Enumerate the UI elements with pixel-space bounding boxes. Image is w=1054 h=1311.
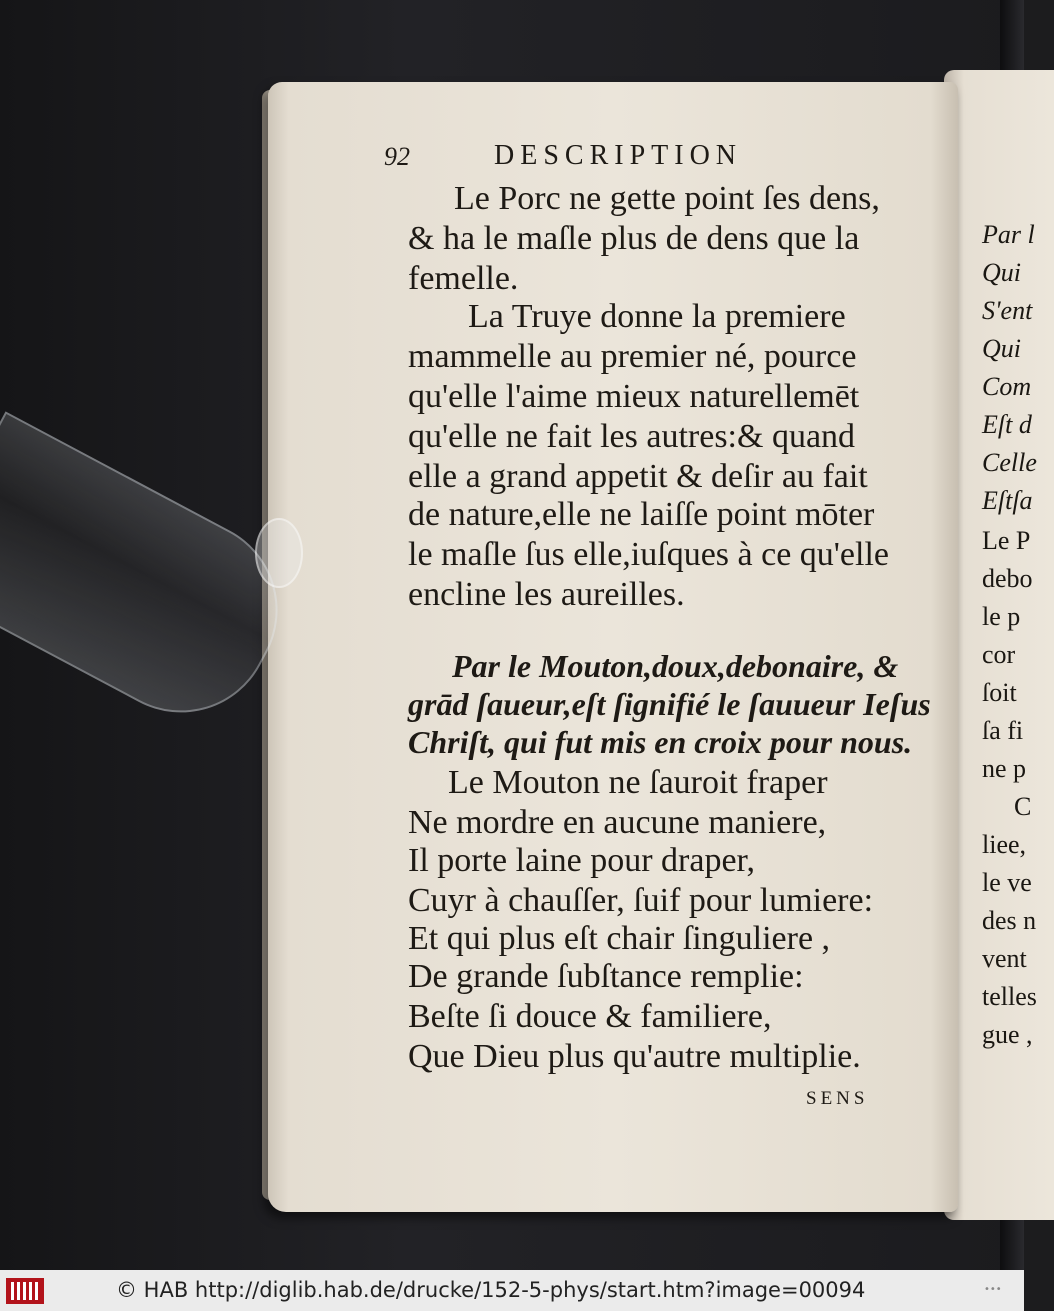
more-icon: ••• <box>984 1284 1002 1295</box>
verse-line: Il porte laine pour draper, <box>408 842 755 879</box>
verse-line: Que Dieu plus qu'autre multiplie. <box>408 1038 861 1075</box>
facing-line: S'ent <box>982 296 1033 325</box>
verse-line: Cuyr à chauſſer, ſuif pour lumiere: <box>408 882 874 919</box>
facing-line: gue , <box>982 1020 1033 1049</box>
copyright-url[interactable]: © HAB http://diglib.hab.de/drucke/152-5-phys/start.htm?image=00094 <box>116 1278 866 1302</box>
facing-line: Com <box>982 372 1032 401</box>
prose-line: Le Porc ne gette point ſes dens, <box>454 180 880 217</box>
facing-line: ſoit <box>982 678 1017 707</box>
facing-line: C <box>1014 792 1032 821</box>
facing-line: Par l <box>982 220 1035 249</box>
facing-line: cor <box>982 640 1016 669</box>
facing-line: ne p <box>982 754 1027 783</box>
verse-line: Ne mordre en aucune maniere, <box>408 804 827 841</box>
facing-line: Qui <box>982 334 1021 363</box>
footer-bar <box>0 1270 1024 1311</box>
facing-line: Le P <box>982 526 1031 555</box>
prose-line: mammelle au premier né, pource <box>408 338 857 375</box>
glass-weight-tip <box>255 518 303 588</box>
prose-line: le maſle ſus elle,iuſques à ce qu'elle <box>408 536 889 573</box>
facing-line: telles <box>982 982 1037 1011</box>
prose-line: encline les aureilles. <box>408 576 685 613</box>
facing-line: Qui <box>982 258 1021 287</box>
facing-line: Eſt d <box>982 410 1032 439</box>
prose-line: La Truye donne la premiere <box>468 298 846 335</box>
prose-line: de nature,elle ne laiſſe point mōter <box>408 496 875 533</box>
prose-line: qu'elle ne fait les autres:& quand <box>408 418 856 455</box>
verse-line: Le Mouton ne ſauroit fraper <box>448 764 828 801</box>
prose-line: & ha le maſle plus de dens que la <box>408 220 860 257</box>
motto-line: grād ſaueur,eſt ſignifié le ſauueur Ieſus <box>408 686 931 722</box>
facing-line: Eſtſa <box>982 486 1033 515</box>
facing-line: le ve <box>982 868 1032 897</box>
facing-page <box>944 70 1054 1220</box>
motto-line: Chriſt, qui fut mis en croix pour nous. <box>408 724 913 760</box>
running-head: DESCRIPTION <box>494 140 743 171</box>
catchword: SENS <box>806 1088 869 1109</box>
motto-line: Par le Mouton,doux,debonaire, & <box>452 648 899 684</box>
book-page <box>268 82 958 1212</box>
verse-line: Et qui plus eſt chair ſinguliere , <box>408 920 831 957</box>
facing-line: debo <box>982 564 1033 593</box>
facing-line: liee, <box>982 830 1027 859</box>
facing-line: le p <box>982 602 1021 631</box>
page-number: 92 <box>384 142 410 171</box>
verse-line: Beſte ſi douce & familiere, <box>408 998 772 1035</box>
prose-line: elle a grand appetit & deſir au fait <box>408 458 868 495</box>
facing-line: ſa fi <box>982 716 1024 745</box>
hab-logo-icon <box>6 1278 44 1304</box>
facing-line: vent <box>982 944 1027 973</box>
facing-line: des n <box>982 906 1037 935</box>
facing-line: Celle <box>982 448 1037 477</box>
prose-line: femelle. <box>408 260 519 297</box>
verse-line: De grande ſubſtance remplie: <box>408 958 804 995</box>
prose-line: qu'elle l'aime mieux naturellemēt <box>408 378 860 415</box>
